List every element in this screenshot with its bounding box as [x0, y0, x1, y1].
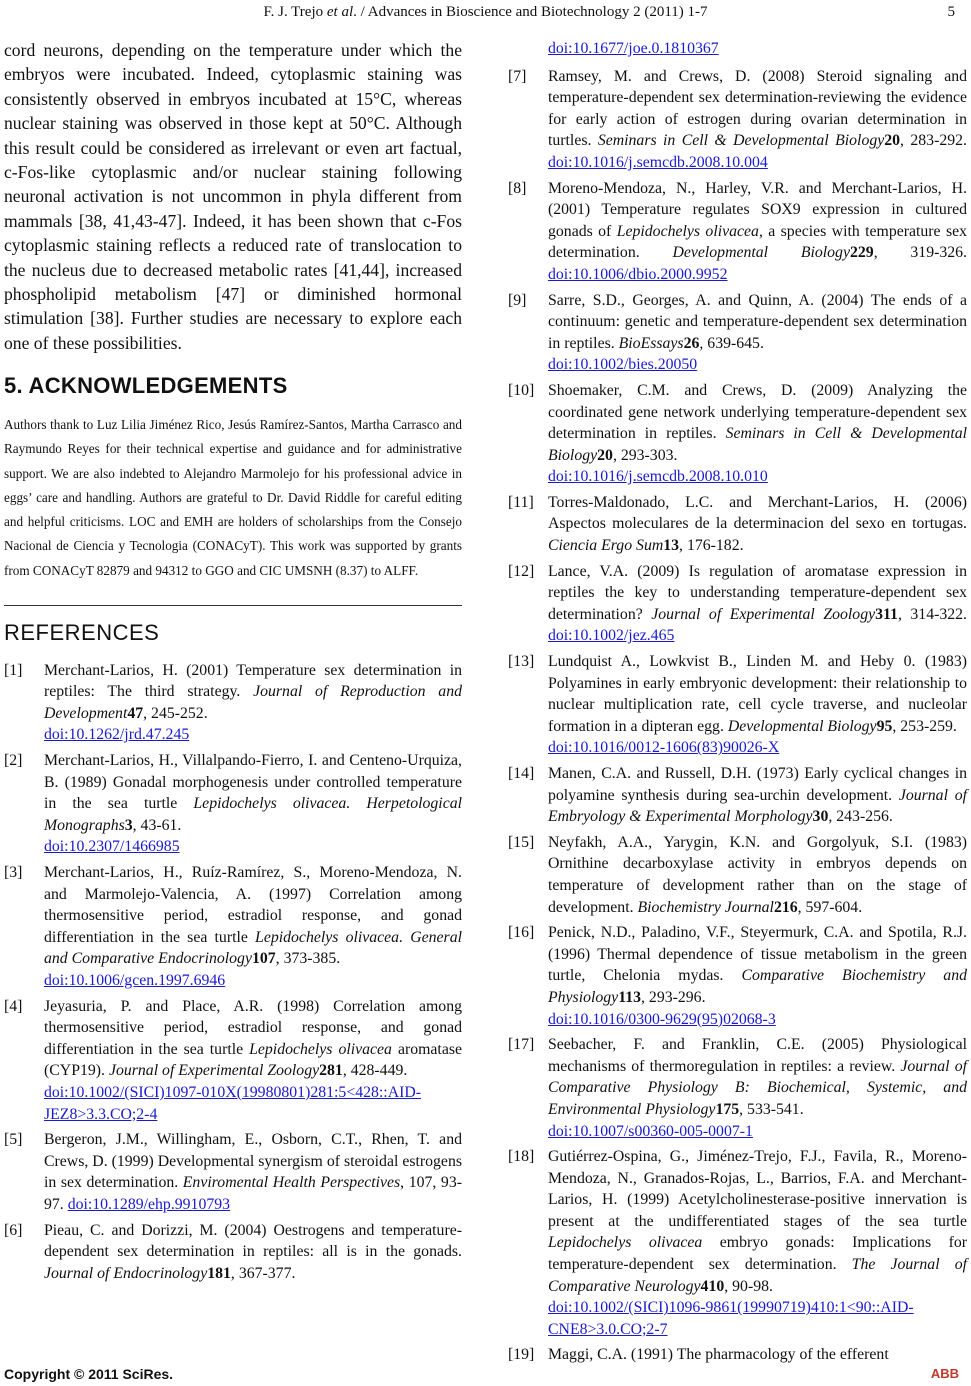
pages: , 639-645. [699, 334, 764, 352]
doi-link[interactable]: doi:10.1289/ehp.9910793 [67, 1195, 231, 1213]
references-heading: REFERENCES [4, 619, 160, 645]
reference-text [548, 380, 967, 488]
doi-link[interactable]: doi:10.1006/dbio.2000.9952 [548, 265, 728, 283]
reference-list-right [508, 66, 967, 1366]
reference-authors: Merchant-Larios, H. (2001) Temperature sex determination in reptiles: The third strategy. [44, 661, 462, 701]
reference-item [508, 178, 967, 286]
section-divider [4, 605, 462, 606]
doi-link[interactable]: doi:10.1016/0012-1606(83)90026-X [548, 739, 780, 757]
reference-text [548, 66, 967, 174]
pages: , 293-296. [641, 988, 706, 1006]
reference-item [508, 832, 967, 918]
pages: , 319-326. [873, 244, 967, 262]
journal-name: . General and Comparative Endocrinology [44, 928, 462, 968]
reference-number: [2] [4, 752, 23, 770]
reference-number: [16] [508, 924, 535, 942]
pages: , 243-256. [828, 808, 893, 826]
reference-authors: Ramsey, M. and Crews, D. (2008) Steroid signaling and temperature-dependent sex determination-reviewing the evidence for early action of estrogen during ovarian determination in turtles. [548, 67, 967, 150]
doi-link[interactable]: doi:10.1007/s00360-005-0007-1 [548, 1122, 753, 1140]
reference-number: [14] [508, 765, 535, 782]
species-name: Lepidochelys olivacea [249, 1040, 392, 1058]
reference-item [4, 1129, 462, 1215]
volume-number: 20 [597, 446, 613, 464]
reference-title-cont: , a species with temperature sex determination. [548, 222, 967, 262]
reference-list-left [4, 660, 462, 1285]
volume-number: 181 [207, 1264, 231, 1282]
reference-item [4, 1220, 462, 1285]
reference-authors: Seebacher, F. and Franklin, C.E. (2005) Physiological mechanisms of thermoregulation in reptiles: a review. [548, 1036, 967, 1075]
reference-authors: Penick, N.D., Paladino, V.F., Steyermurk, C.A. and Spotila, R.J. (1996) Thermal dependence of tissue metabolism in the green turtle, Chelonia mydas. [548, 924, 967, 985]
reference-authors: Jeyasuria, P. and Place, A.R. (1998) Correlation among thermosensitive period, estradiol response, and gonad differentiation in the sea turtle [44, 997, 462, 1058]
reference-authors: Merchant-Larios, H., Villalpando-Fierro, I. and Centeno-Urquiza, B. (1989) Gonadal morphogenesis under controlled temperature in the sea turtle [44, 752, 462, 813]
left-column [4, 38, 462, 1288]
reference-title-cont: embryo gonads: Implications for temperature-dependent sex determination. [548, 1234, 967, 1274]
reference-text [548, 290, 967, 376]
reference-item [508, 66, 967, 174]
page-number: 5 [947, 4, 955, 20]
volume-number: 20 [884, 132, 901, 150]
journal-name: Journal of Reproduction and Development [44, 683, 462, 722]
reference-number: [1] [4, 661, 23, 679]
reference-number: [5] [4, 1131, 23, 1149]
reference-item [508, 290, 967, 376]
species-name: Lepidochelys olivacea [548, 1234, 703, 1252]
pages: , 253-259. [892, 717, 957, 735]
doi-link[interactable]: doi:10.1262/jrd.47.245 [44, 726, 190, 744]
reference-item [508, 561, 967, 647]
reference-item [4, 660, 462, 746]
acknowledgements-heading: 5. ACKNOWLEDGEMENTS [4, 373, 288, 399]
journal-name: Journal of Embryology & Experimental Morphology [548, 786, 967, 826]
reference-text [44, 1220, 462, 1285]
reference-number: [12] [508, 562, 535, 580]
reference-number: [6] [4, 1221, 23, 1239]
reference-authors: Manen, C.A. and Russell, D.H. (1973) Early cyclical changes in polyamine synthesis during sea-urchin development. [548, 765, 967, 804]
reference-text [44, 996, 462, 1126]
reference-authors: Maggi, C.A. (1991) The pharmacology of the efferent [548, 1346, 889, 1364]
doi-link[interactable]: doi:10.1002/(SICI)1097-010X(19980801)281:5<428::AID-JEZ8>3.3.CO;2-4 [44, 1083, 422, 1123]
doi-link[interactable]: doi:10.1002/bies.20050 [548, 356, 698, 374]
pages: , 176-182. [679, 537, 744, 555]
reference-item [4, 750, 462, 858]
acknowledgements-text: Authors thank to Luz Lilia Jiménez Rico, Jesús Ramírez-Santos, Martha Carrasco and Raymundo Reyes for their technical expertise and guidance and for administrative support. We are also indebted to Alejandro Marmolejo for his professional advice in eggs’ care and handling. Authors are grateful to Dr. David Riddle for careful editing and helpful criticisms. LOC and EMH are holders of scholarships from the Consejo Nacional de Ciencia y Tecnologia (CONACyT). This work was supported by grants from CONACyT 82879 and 94312 to GGO and CIC UMSNH (8.37) to ALFF. [4, 417, 462, 578]
body-paragraph: cord neurons, depending on the temperature under which the embryos were incubated. Indeed, cytoplasmic staining was consistently observed in embryos incubated at 15°C, whereas nuclear staining was observed in those kept at 50°C. Although this result could be considered as irrelevant or even art factual, c-Fos-like cytoplasmic and/or nuclear staining following neuronal activation is not uncommon in phyla different from mammals [38, 41,43-47]. Indeed, it has been shown that c-Fos cytoplasmic staining reflects a reduced rate of translocation to the nucleus due to decreased metabolic rates [41,44], increased phospholipid metabolism [47] or diminished hormonal stimulation [38]. Further studies are necessary to explore each one of these possibilities. [4, 40, 462, 353]
doi-link[interactable]: doi:10.2307/1466985 [44, 838, 180, 856]
volume-number: 229 [849, 244, 874, 262]
species-name: Lepidochelys olivacea [255, 928, 400, 946]
doi-link[interactable]: doi:10.1002/(SICI)1096-9861(19990719)410:1<90::AID-CNE8>3.0.CO;2-7 [548, 1299, 914, 1338]
reference-text [548, 561, 967, 647]
pages: , 283-292. [900, 132, 967, 150]
reference-item [508, 380, 967, 488]
volume-number: 175 [715, 1100, 740, 1118]
reference-number: [17] [508, 1036, 535, 1054]
pages: , 90-98. [724, 1277, 773, 1295]
species-name: Lepidochelys olivacea [193, 795, 347, 813]
reference-authors: Merchant-Larios, H., Ruíz-Ramírez, S., Moreno-Mendoza, N. and Marmolejo-Valencia, A. (1997) Correlation among thermosensitive period, estradiol response, and gonad differentiation in the sea turtle [44, 864, 462, 946]
volume-number: 3 [124, 816, 133, 834]
species-name: Lepidochelys olivacea [616, 222, 759, 240]
reference-number: [18] [508, 1148, 535, 1166]
reference-authors: Lundquist A., Lowkvist B., Linden M. and Heby 0. (1983) Polyamines in early embryonic development: their relationship to nuclear multiplication rate, cell cycle traverse, and nucleolar formation in a dipteran egg. [548, 653, 967, 735]
journal-name: BioEssays [618, 334, 684, 352]
journal-name: Journal of Experimental Zoology [108, 1062, 320, 1080]
copyright-notice: Copyright © 2011 SciRes. [4, 1366, 174, 1382]
right-column [508, 38, 967, 1370]
volume-number: 281 [319, 1062, 343, 1080]
pages: , 107, 93-97. [44, 1174, 462, 1213]
journal-name: Journal of Endocrinology [44, 1264, 208, 1282]
reference-text [548, 492, 967, 557]
reference-text [44, 750, 462, 858]
reference-authors: Gutiérrez-Ospina, G., Jiménez-Trejo, F.J., Favila, R., Moreno-Mendoza, N., Granados-Rojas, L., Barrios, F.A. and Merchant-Larios, H. (1999) Acetylcholinesterase-positive innervation is present at the undifferentiated stages of the sea turtle [548, 1148, 967, 1230]
reference-number: [7] [508, 67, 527, 85]
reference-item [4, 862, 462, 992]
pages: , 293-303. [612, 446, 678, 464]
reference-text [548, 832, 967, 918]
pages: , 367-377. [230, 1264, 296, 1282]
page-header [0, 0, 971, 30]
reference-number: [3] [4, 864, 23, 882]
reference-number: [4] [4, 997, 23, 1015]
reference-number: [8] [508, 179, 527, 197]
journal-name: Comparative Biochemistry and Physiology [548, 967, 967, 1006]
reference-authors: Neyfakh, A.A., Yarygin, K.N. and Gorgolyuk, S.I. (1983) Ornithine decarboxylase activity in embryos depends on temperature of development rather than on the stage of development. [548, 833, 967, 916]
reference-authors: Moreno-Mendoza, N., Harley, V.R. and Merchant-Larios, H. (2001) Temperature regulates SOX9 expression in cultured gonads of [548, 179, 967, 240]
pages: , 597-604. [797, 898, 863, 916]
reference-number: [19] [508, 1346, 535, 1364]
reference-text [44, 862, 462, 992]
pages: , 373-385. [275, 950, 341, 968]
volume-number: 13 [663, 537, 680, 555]
journal-name: Ciencia Ergo Sum [548, 537, 664, 555]
volume-number: 216 [773, 898, 798, 916]
volume-number: 26 [683, 334, 700, 352]
reference-text [548, 763, 967, 828]
reference-number: [15] [508, 833, 535, 851]
pages: , 245-252. [143, 704, 208, 722]
pages: , 428-449. [342, 1062, 408, 1080]
reference-authors: Shoemaker, C.M. and Crews, D. (2009) Analyzing the coordinated gene network underlying temperature-dependent sex determination in reptiles. [548, 381, 967, 443]
journal-name: . Herpetological Monographs [44, 795, 462, 834]
reference-text [548, 651, 967, 759]
reference-item [4, 996, 462, 1126]
pages: , 43-61. [132, 816, 182, 834]
volume-number: 113 [618, 988, 642, 1006]
reference-item [508, 763, 967, 828]
journal-name: Seminars in Cell & Developmental Biology [548, 425, 968, 464]
doi-link[interactable]: doi:10.1016/0300-9629(95)02068-3 [548, 1010, 776, 1028]
reference-text [548, 922, 967, 1030]
journal-name: The Journal of Comparative Neurology [548, 1256, 967, 1295]
reference-item [508, 922, 967, 1030]
journal-name: Enviromental Health Perspectives [182, 1174, 401, 1192]
reference-item [508, 651, 967, 759]
reference-continuation [548, 38, 967, 60]
volume-number: 30 [812, 808, 829, 826]
journal-name: Developmental Biology [727, 717, 877, 735]
doi-link[interactable]: doi:10.1016/j.semcdb.2008.10.004 [548, 153, 768, 171]
page-footer [0, 1362, 971, 1384]
journal-name: Journal of Comparative Physiology B: Biochemical, Systemic, and Environmental Physiology [548, 1057, 967, 1118]
reference-authors: Bergeron, J.M., Willingham, E., Osborn, C.T., Rhen, T. and Crews, D. (1999) Developmental synergism of steroidal estrogens in sex determination. [44, 1131, 462, 1192]
doi-link[interactable]: doi:10.1016/j.semcdb.2008.10.010 [548, 468, 768, 486]
reference-number: [9] [508, 291, 527, 309]
reference-title-cont: aromatase (CYP19). [44, 1040, 462, 1080]
running-title: F. J. Trejo et al. / Advances in Bioscience and Biotechnology 2 (2011) 1-7 [263, 4, 708, 20]
reference-text [44, 1129, 462, 1215]
reference-text [548, 1034, 967, 1142]
doi-link[interactable]: doi:10.1002/jez.465 [548, 627, 675, 645]
journal-name: Biochemistry Journal [637, 898, 774, 916]
volume-number: 95 [876, 717, 893, 735]
journal-name: Developmental Biology [672, 244, 850, 262]
reference-item [508, 492, 967, 557]
reference-number: [11] [508, 493, 534, 511]
reference-text [548, 178, 967, 286]
pages: , 533-541. [739, 1100, 804, 1118]
journal-name: Journal of Experimental Zoology [651, 605, 876, 623]
volume-number: 47 [127, 704, 144, 722]
journal-abbreviation: ABB [930, 1366, 959, 1381]
volume-number: 410 [700, 1277, 725, 1295]
reference-item [508, 1034, 967, 1142]
pages: , 314-322. [897, 605, 967, 623]
doi-link[interactable]: doi:10.1677/joe.0.1810367 [548, 40, 719, 57]
reference-authors: Pieau, C. and Dorizzi, M. (2004) Oestrogens and temperature-dependent sex determination in reptiles: all is in the gonads. [44, 1221, 462, 1261]
journal-name: Seminars in Cell & Developmental Biology [597, 132, 885, 150]
reference-authors: Lance, V.A. (2009) Is regulation of aromatase expression in reptiles the key to understanding temperature-dependent sex determination? [548, 562, 967, 623]
reference-text [548, 1146, 967, 1340]
reference-item [508, 1146, 967, 1340]
reference-authors: Torres-Maldonado, L.C. and Merchant-Larios, H. (2006) Aspectos moleculares de la determinacion del sexo en tortugas. [548, 493, 967, 533]
reference-authors: Sarre, S.D., Georges, A. and Quinn, A. (2004) The ends of a continuum: genetic and temperature-dependent sex determination in reptiles. [548, 291, 967, 352]
volume-number: 107 [251, 950, 276, 968]
volume-number: 311 [875, 605, 898, 623]
reference-number: [10] [508, 381, 535, 399]
reference-number: [13] [508, 653, 535, 671]
doi-link[interactable]: doi:10.1006/gcen.1997.6946 [44, 972, 226, 990]
reference-text [44, 660, 462, 746]
